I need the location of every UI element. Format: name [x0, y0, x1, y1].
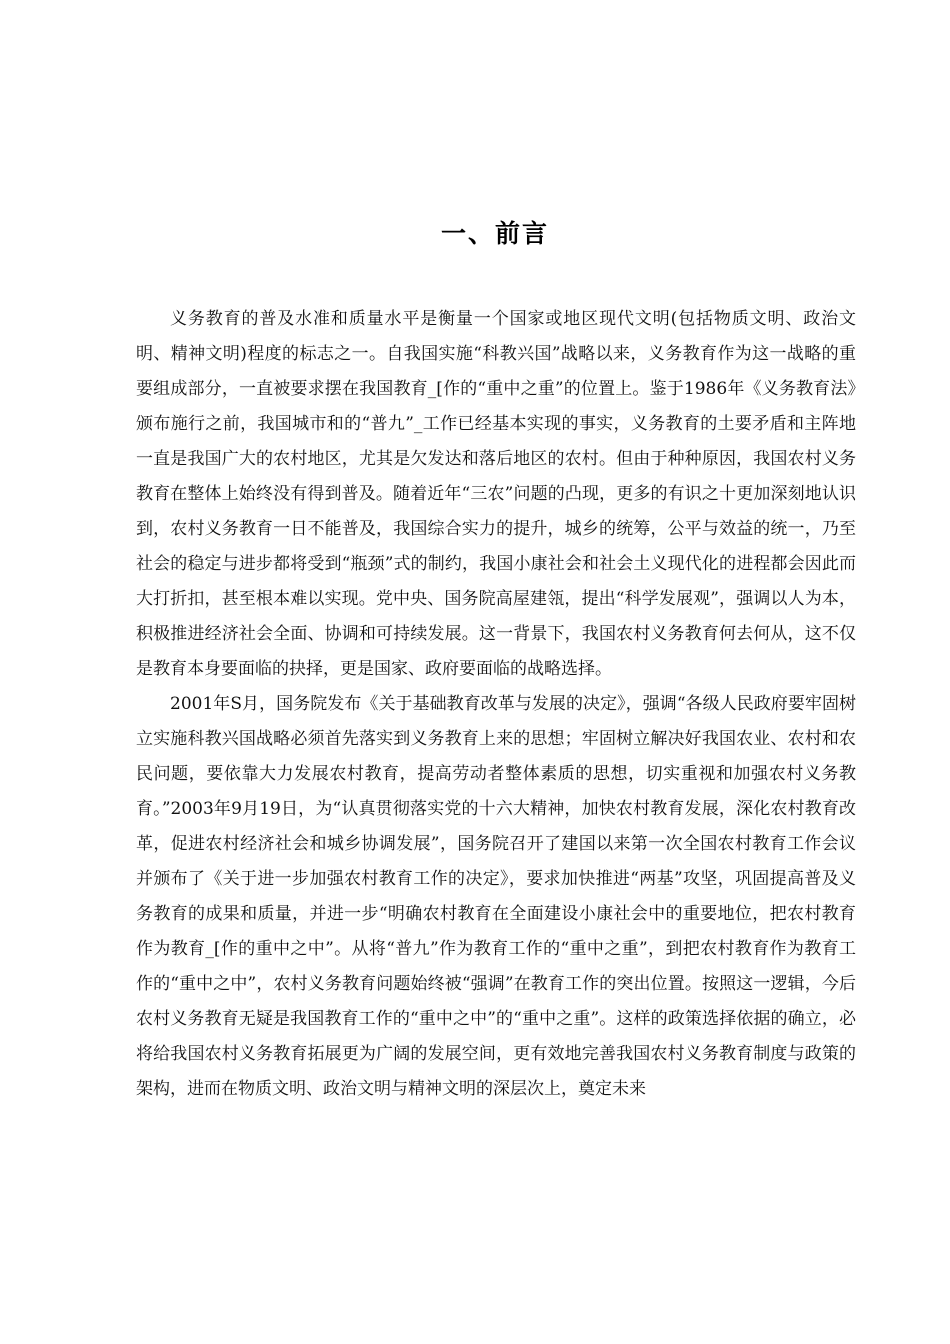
paragraph: 义务教育的普及水准和质量水平是衡量一个国家或地区现代文明(包括物质文明、政治文明、精神文明)程度的标志之一。自我国实施“科教兴国”战略以来，义务教育作为这一战略的重要组成部分，一直被要求摆在我国教育_[作的“重中之重”的位置上。鉴于1986年《义务教育法》颁布施行之前，我国城市和的“普九”_工作已经基本实现的事实，义务教育的土要矛盾和主阵地一直是我国广大的农村地区，尤其是欠发达和落后地区的农村。但由于种种原因，我国农村义务教育在整体上始终没有得到普及。随着近年“三农”问题的凸现，更多的有识之十更加深刻地认识到，农村义务教育一日不能普及，我国综合实力的提升，城乡的统筹，公平与效益的统一，乃至社会的稳定与进步都将受到“瓶颈”式的制约，我国小康社会和社会土义现代化的进程都会因此而大打折扣，甚至根本难以实现。党中央、国务院高屋建瓴，提出“科学发展观”，强调以人为本，积极推进经济社会全面、协调和可持续发展。这一背景下，我国农村义务教育何去何从，这不仅是教育本身要面临的抉择，更是国家、政府要面临的战略选择。: [136, 309, 856, 679]
body-text: [136, 302, 856, 1107]
paragraph: 2001年S月，国务院发布《关于基础教育改革与发展的决定》，强调“各级人民政府要牢固树立实施科教兴国战略必须首先落实到义务教育上来的思想；牢固树立解决好我国农业、农村和农民问题，要依靠大力发展农村教育，提高劳动者整体素质的思想，切实重视和加强农村义务教育。”2003年9月19日，为“认真贯彻落实党的十六大精神，加快农村教育发展，深化农村教育改革，促进农村经济社会和城乡协调发展”，国务院召开了建国以来第一次全国农村教育工作会议并颁布了《关于进一步加强农村教育工作的决定》，要求加快推进“两基”攻坚，巩固提高普及义务教育的成果和质量，并进一步“明确农村教育在全面建设小康社会中的重要地位，把农村教育作为教育_[作的重中之中”。从将“普九”作为教育工作的“重中之重”，到把农村教育作为教育工作的“重中之中”，农村义务教育问题始终被“强调”在教育工作的突出位置。按照这一逻辑，今后农村义务教育无疑是我国教育工作的“重中之中”的“重中之重”。这样的政策选择依据的确立，必将给我国农村义务教育拓展更为广阔的发展空间，更有效地完善我国农村义务教育制度与政策的架构，进而在物质文明、政治文明与精神文明的深层次上，奠定未来: [136, 694, 856, 1099]
section-heading: 一、前言: [440, 219, 549, 248]
